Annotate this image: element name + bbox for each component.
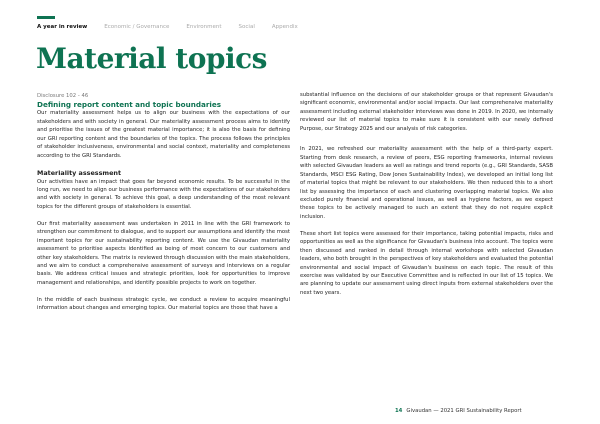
nav-social[interactable]: Social bbox=[238, 24, 255, 30]
section-heading: Defining report content and topic boundaries bbox=[37, 100, 222, 110]
nav-economic-governance[interactable]: Economic / Governance bbox=[104, 24, 170, 30]
left-column bbox=[37, 92, 290, 321]
nav-appendix[interactable]: Appendix bbox=[271, 24, 298, 30]
paragraph: Our first materiality assessment was undertaken in 2011 in line with the GRI framework to strengthen our commitment to dialogue, and to support our assumptions and identify the most important topics for our sustainability reporting content. We use the Givaudan materiality assessment to prioritise aspects identified as being of most concern to our customers and other key stakeholders. The matrix is reviewed through discussion with the main stakeholders, and we aim to conduct a comprehensive assessment of surveys and interviews on a regular basis. We address critical issues and strategic priorities, look for opportunities to improve management and relationships, and identify possible projects to work on together. bbox=[37, 220, 290, 286]
right-column bbox=[300, 91, 553, 306]
nav-environment[interactable]: Environment bbox=[186, 24, 222, 30]
page-title: Material topics bbox=[36, 42, 267, 75]
disclosure-label: Disclosure 102 - 46 bbox=[37, 93, 89, 99]
section-nav bbox=[37, 24, 298, 30]
paragraph: In 2021, we refreshed our materiality assessment with the help of a third-party expert. Starting from desk research, a review of peers, ESG reporting frameworks, internal reviews with selected Givaudan leaders as well as ratings and trend reports (e.g., GRI Standards, SASB Standards, MSCI ESG Rating, Dow Jones Sustainability Index), we developed an initial long list of material topics that might be relevant to our stakeholders. We then reduced this to a short list by assessing the importance of each and clustering overlapping material topics. We also excluded purely financial and operational issues, as well as hygiene factors, as we expect these topics to be actively managed to such an extent that they do not require explicit inclusion. bbox=[300, 146, 553, 220]
page-footer bbox=[395, 408, 522, 414]
subheading: Materiality assessment bbox=[37, 168, 122, 177]
report-title: Givaudan — 2021 GRI Sustainability Report bbox=[406, 408, 522, 414]
paragraph: In the middle of each business strategic cycle, we conduct a review to acquire meaningful information about changes and emerging topics. Our material topics are those that have a bbox=[37, 296, 290, 312]
paragraph: These short list topics were assessed for their importance, taking potential impacts, risks and opportunities as well as the significance for Givaudan's business into account. The topics were then discussed and ranked in detail through internal workshops with selected Givaudan leaders, who both brought in the perspectives of key stakeholders and evaluated the potential environmental and social impact of Givaudan's business on each topic. The result of this exercise was validated by our Executive Committee and is reflected in our list of 15 topics. We are planning to update our assessment using direct inputs from external stakeholders over the next two years. bbox=[300, 230, 553, 296]
paragraph: Our materiality assessment helps us to align our business with the expectations of our stakeholders and with society in general. Our materiality assessment process aims to identify and prioritise the issues of the greatest material importance; it is also the basis for defining our GRI reporting content and the boundaries of the topics. The process follows the principles of stakeholder inclusiveness, environmental and social context, materiality and completeness according to the GRI Standards. bbox=[37, 110, 290, 159]
paragraph: substantial influence on the decisions of our stakeholder groups or that represent Givaudan's significant economic, environmental and/or social impacts. Our last comprehensive materiality assessment including external stakeholder interviews was done in 2019. In 2020, we internally reviewed our list of material topics to make sure it is consistent with our newly defined Purpose, our Strategy 2025 and our analysis of risk categories. bbox=[300, 92, 553, 132]
nav-year-in-review[interactable]: A year in review bbox=[37, 24, 88, 30]
page-number: 14 bbox=[395, 408, 403, 414]
active-section-indicator bbox=[37, 16, 55, 19]
paragraph: Our activities have an impact that goes far beyond economic results. To be successful in the long run, we need to align our business performance with the expectations of our stakeholders and with society in general. To achieve this goal, a deep understanding of the most relevant topics for the different groups of stakeholders is essential. bbox=[37, 178, 290, 210]
